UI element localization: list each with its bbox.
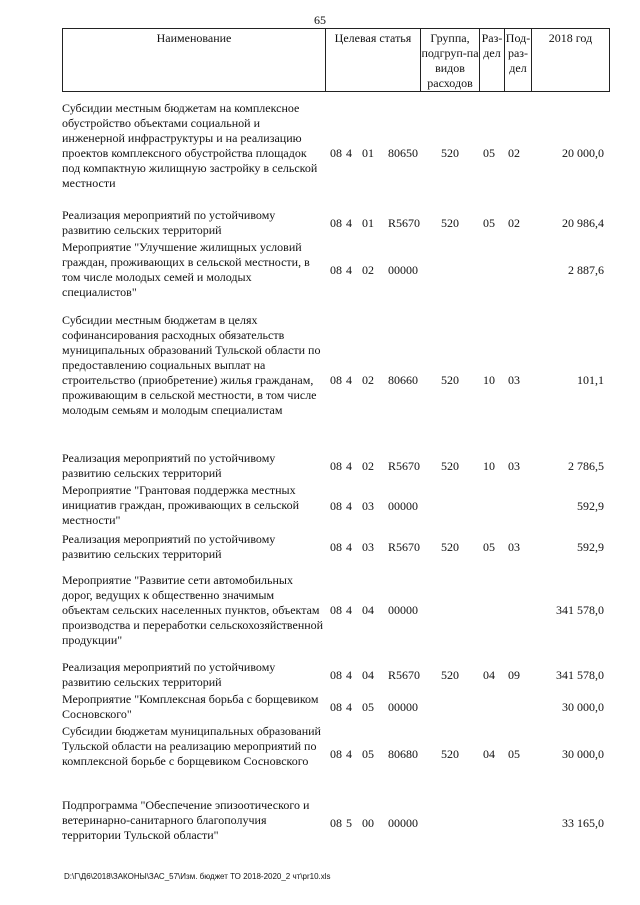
row-name: Субсидии бюджетам муниципальных образований Тульской области на реализацию мероприятий по комплексной борьбе с борщевиком Сосновского	[62, 724, 321, 768]
row-name: Реализация мероприятий по устойчивому развитию сельских территорий	[62, 660, 276, 689]
target-code-program: 08	[330, 146, 342, 160]
target-code-program: 08	[330, 603, 342, 617]
group-code: 520	[441, 146, 459, 160]
section-code: 04	[483, 747, 495, 761]
target-code-subprogram: 4	[346, 459, 352, 473]
section-code: 04	[483, 668, 495, 682]
header-target: Целевая статья	[325, 28, 421, 92]
target-code-event: 00	[362, 816, 374, 830]
amount-2018: 101,1	[577, 373, 604, 387]
target-code-subprogram: 4	[346, 216, 352, 230]
row-name: Мероприятие "Грантовая поддержка местных инициатив граждан, проживающих в сельской местности"	[62, 483, 300, 527]
target-code-subprogram: 4	[346, 146, 352, 160]
target-code-event: 03	[362, 540, 374, 554]
amount-2018: 2 887,6	[568, 263, 604, 277]
group-code: 520	[441, 540, 459, 554]
target-code-direction: R5670	[388, 668, 421, 682]
target-code-event: 02	[362, 263, 374, 277]
target-code-direction: 00000	[388, 700, 418, 714]
target-code-program: 08	[330, 540, 342, 554]
header-group: Группа, подгруп-па видов расходов	[420, 28, 480, 92]
target-code-subprogram: 4	[346, 540, 352, 554]
amount-2018: 30 000,0	[562, 700, 604, 714]
amount-2018: 592,9	[577, 540, 604, 554]
group-code: 520	[441, 668, 459, 682]
target-code-program: 08	[330, 373, 342, 387]
target-code-direction: 80650	[388, 146, 418, 160]
target-code-program: 08	[330, 216, 342, 230]
target-code-program: 08	[330, 668, 342, 682]
subsection-code: 05	[508, 747, 520, 761]
target-code-direction: 80660	[388, 373, 418, 387]
target-code-event: 04	[362, 603, 374, 617]
amount-2018: 2 786,5	[568, 459, 604, 473]
amount-2018: 30 000,0	[562, 747, 604, 761]
target-code-direction: 00000	[388, 603, 418, 617]
row-name: Реализация мероприятий по устойчивому развитию сельских территорий	[62, 532, 276, 561]
subsection-code: 03	[508, 459, 520, 473]
target-code-event: 01	[362, 146, 374, 160]
row-name: Подпрограмма "Обеспечение эпизоотического и ветеринарно-санитарного благополучия территории Тульской области"	[62, 798, 310, 842]
target-code-program: 08	[330, 816, 342, 830]
target-code-subprogram: 4	[346, 700, 352, 714]
section-code: 05	[483, 540, 495, 554]
target-code-direction: R5670	[388, 216, 421, 230]
target-code-subprogram: 4	[346, 263, 352, 277]
section-code: 05	[483, 146, 495, 160]
section-code: 10	[483, 373, 495, 387]
section-code: 05	[483, 216, 495, 230]
target-code-program: 08	[330, 747, 342, 761]
target-code-event: 05	[362, 747, 374, 761]
target-code-event: 05	[362, 700, 374, 714]
target-code-event: 02	[362, 373, 374, 387]
amount-2018: 341 578,0	[556, 668, 604, 682]
target-code-program: 08	[330, 459, 342, 473]
group-code: 520	[441, 373, 459, 387]
target-code-program: 08	[330, 499, 342, 513]
subsection-code: 03	[508, 540, 520, 554]
subsection-code: 09	[508, 668, 520, 682]
target-code-subprogram: 4	[346, 747, 352, 761]
target-code-event: 01	[362, 216, 374, 230]
row-name: Реализация мероприятий по устойчивому развитию сельских территорий	[62, 208, 276, 237]
target-code-direction: R5670	[388, 540, 421, 554]
amount-2018: 33 165,0	[562, 816, 604, 830]
target-code-subprogram: 4	[346, 668, 352, 682]
row-name: Мероприятие "Развитие сети автомобильных дорог, ведущих к общественно значимым объектам сельских населенных пунктов, объектам производства и переработки сельскохозяйственной продукции"	[62, 573, 324, 647]
target-code-program: 08	[330, 263, 342, 277]
header-name: Наименование	[62, 28, 326, 92]
target-code-event: 04	[362, 668, 374, 682]
subsection-code: 02	[508, 216, 520, 230]
target-code-direction: 00000	[388, 263, 418, 277]
row-name: Субсидии местным бюджетам на комплексное обустройство объектами социальной и инженерной инфраструктуры и на реализацию проектов комплексного обустройства площадок под компактную жилищную застройку в сельской местности	[62, 101, 318, 190]
target-code-subprogram: 4	[346, 603, 352, 617]
row-name: Субсидии местным бюджетам в целях софинансирования расходных обязательств муниципальных образований Тульской области по предоставлению социальных выплат на строительство (приобретение) жилья гражданам, проживающим в сельской местности, в том числе молодым семьям и молодым специалистам	[62, 313, 321, 417]
target-code-event: 02	[362, 459, 374, 473]
target-code-subprogram: 4	[346, 499, 352, 513]
row-name: Мероприятие "Комплексная борьба с борщевиком Сосновского"	[62, 692, 319, 721]
amount-2018: 592,9	[577, 499, 604, 513]
group-code: 520	[441, 459, 459, 473]
file-path-footer: D:\Г\Д6\2018\ЗАКОНЫ\ЗАС_57\Изм. бюджет ТО 2018-2020_2 чт\pr10.xls	[64, 872, 331, 881]
page-number: 65	[314, 13, 326, 27]
target-code-direction: 00000	[388, 499, 418, 513]
subsection-code: 03	[508, 373, 520, 387]
target-code-subprogram: 5	[346, 816, 352, 830]
row-name: Мероприятие "Улучшение жилищных условий граждан, проживающих в сельской местности, в том числе молодых семей и молодых специалистов"	[62, 240, 310, 299]
target-code-program: 08	[330, 700, 342, 714]
target-code-direction: 80680	[388, 747, 418, 761]
header-subsection: Под-раз-дел	[504, 28, 532, 92]
header-year: 2018 год	[531, 28, 610, 92]
amount-2018: 20 986,4	[562, 216, 604, 230]
amount-2018: 20 000,0	[562, 146, 604, 160]
target-code-direction: 00000	[388, 816, 418, 830]
subsection-code: 02	[508, 146, 520, 160]
section-code: 10	[483, 459, 495, 473]
target-code-subprogram: 4	[346, 373, 352, 387]
amount-2018: 341 578,0	[556, 603, 604, 617]
group-code: 520	[441, 747, 459, 761]
target-code-event: 03	[362, 499, 374, 513]
group-code: 520	[441, 216, 459, 230]
target-code-direction: R5670	[388, 459, 421, 473]
row-name: Реализация мероприятий по устойчивому развитию сельских территорий	[62, 451, 276, 480]
header-section: Раз-дел	[479, 28, 505, 92]
